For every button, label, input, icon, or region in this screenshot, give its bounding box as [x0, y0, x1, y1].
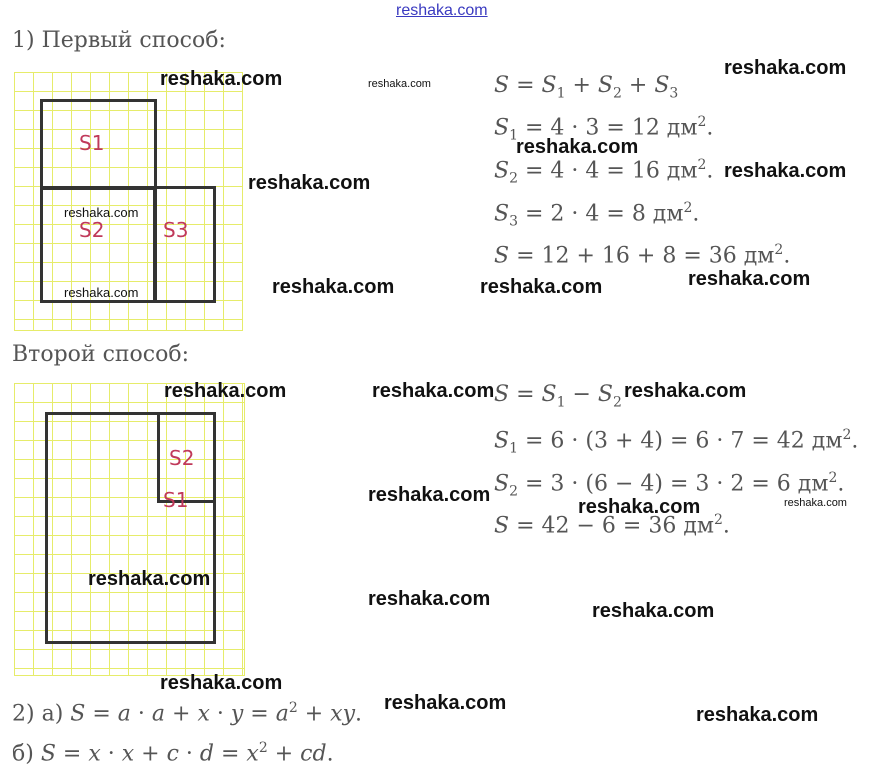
- subscript: 3: [509, 213, 518, 230]
- superscript: 2: [697, 114, 707, 130]
- watermark: reshaka.com: [64, 205, 139, 220]
- formula-text: = 3 · (6 − 4) = 3 · 2 = 6 дм: [525, 471, 829, 497]
- watermark: reshaka.com: [784, 497, 847, 509]
- part2-heading: Второй способ:: [12, 342, 190, 367]
- subscript: 2: [613, 394, 622, 411]
- formula-text: = 2 · 4 = 8 дм: [525, 201, 684, 227]
- formula-text: = 12 + 16 + 8 = 36 дм: [516, 243, 775, 269]
- watermark: reshaka.com: [624, 380, 747, 402]
- subscript: 2: [509, 170, 518, 187]
- part1-label-s1: S1: [79, 131, 105, 155]
- part3-formula-a: 2) а) $S = a \cdot a + x \cdot y = a^2$ + xy.: [12, 700, 363, 727]
- part1-label-s2: S2: [79, 218, 105, 242]
- subscript: 2: [613, 85, 622, 102]
- subscript: 1: [509, 440, 518, 457]
- watermark: reshaka.com: [480, 276, 603, 298]
- part1-formula-s3: $S_3 = 2 \cdot 4 = 8$ $дм^2$.: [494, 200, 700, 230]
- formula-text: = 42 − 6 = 36 дм: [516, 513, 714, 539]
- item-prefix: 2) а): [12, 701, 64, 727]
- part2-label-s1: S1: [163, 488, 189, 512]
- watermark: reshaka.com: [160, 672, 283, 694]
- watermark: reshaka.com: [688, 268, 811, 290]
- watermark: reshaka.com: [272, 276, 395, 298]
- part1-formula-total: S = 12 + 16 + 8 = 36 $дм^2$.: [494, 242, 791, 269]
- area-symbol: S: [494, 73, 510, 98]
- part2-formula-total: S = 42 − 6 = 36 $дм^2$.: [494, 512, 730, 539]
- watermark: reshaka.com: [578, 496, 701, 518]
- part1-heading: 1) Первый способ:: [12, 28, 226, 53]
- part1-formula-s2: $S_2 = 4 \cdot 4 = 16$ $дм^2$.: [494, 157, 714, 187]
- part2-formula-s1: $S_1 = 6 \cdot (3 + 4) = 6 \cdot 7 = 42$ $дм^2$.: [494, 427, 859, 457]
- part3-formula-b: б) $S = x \cdot x + c \cdot d = x^2$ + cd.: [12, 740, 334, 767]
- watermark: reshaka.com: [64, 285, 139, 300]
- watermark: reshaka.com: [724, 57, 847, 79]
- watermark: reshaka.com: [696, 704, 819, 726]
- superscript: 2: [774, 242, 784, 258]
- subscript: 1: [556, 85, 566, 102]
- subscript: 2: [509, 483, 518, 500]
- superscript: 2: [828, 470, 838, 486]
- watermark: reshaka.com: [164, 380, 287, 402]
- part1-formula-sum: $S = S_1 + S_2 + S_3$: [494, 73, 679, 102]
- superscript: 2: [842, 427, 852, 443]
- superscript: 2: [683, 200, 693, 216]
- item-prefix: б): [12, 741, 34, 767]
- watermark: reshaka.com: [516, 136, 639, 158]
- part2-label-s2: S2: [169, 446, 195, 470]
- formula-text: = 4 · 3 = 12 дм: [525, 115, 698, 141]
- watermark: reshaka.com: [160, 68, 283, 90]
- subscript: 3: [669, 85, 679, 102]
- watermark: reshaka.com: [592, 600, 715, 622]
- part2-formula-s2: $S_2 = 3 \cdot (6 - 4) = 3 \cdot 2 = 6$ $дм^2$.: [494, 470, 845, 500]
- formula-text: = 6 · (3 + 4) = 6 · 7 = 42 дм: [525, 428, 843, 454]
- superscript: 2: [713, 512, 723, 528]
- watermark: reshaka.com: [724, 160, 847, 182]
- part2-formula-diff: $S = S_1 - S_2$: [494, 382, 622, 411]
- subscript: 1: [556, 394, 566, 411]
- watermark: reshaka.com: [368, 484, 491, 506]
- watermark: reshaka.com: [88, 568, 211, 590]
- watermark: reshaka.com: [248, 172, 371, 194]
- part1-label-s3: S3: [163, 218, 189, 242]
- part1-rect-s3: [153, 186, 216, 303]
- watermark: reshaka.com: [368, 78, 431, 90]
- top-watermark[interactable]: reshaka.com: [396, 2, 488, 19]
- formula-text: = 4 · 4 = 16 дм: [525, 158, 698, 184]
- watermark: reshaka.com: [384, 692, 507, 714]
- superscript: 2: [697, 157, 707, 173]
- part1-formula-s1: $S_1 = 4 \cdot 3 = 12$ $дм^2$.: [494, 114, 714, 144]
- area-symbol: S: [541, 73, 557, 98]
- watermark: reshaka.com: [372, 380, 495, 402]
- subscript: 1: [509, 127, 518, 144]
- watermark: reshaka.com: [368, 588, 491, 610]
